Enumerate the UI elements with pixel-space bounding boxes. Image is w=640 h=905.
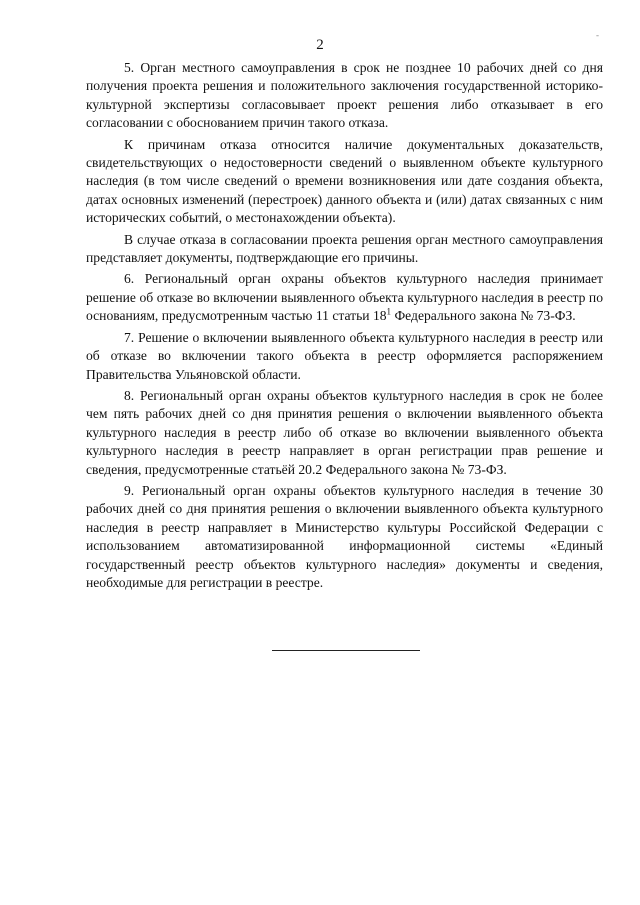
corner-mark: - — [596, 30, 599, 40]
paragraph-7: 7. Решение о включении выявленного объекта культурного наследия в реестр или об отказе во включении такого объекта в реестр оформляется распоряжением Правительства Ульяновской области. — [86, 329, 603, 382]
paragraph-refusal-reasons: К причинам отказа относится наличие документальных доказательств, свидетельствующих о недостоверности сведений о выявленном объекте культурного наследия (в том числе сведений о времени возникновения или дате создания объекта, датах основных изменений (перестроек) данного объекта и (или) датах связанных с ним исторических событий, о местонахождении объекта). — [86, 136, 603, 226]
paragraph-6-superscript: 1 — [386, 306, 392, 317]
paragraph-6-text-before: 6. Региональный орган охраны объектов культурного наследия принимает решение об отказе во включении выявленного объекта культурного наследия в реестр по основаниям, предусмотренным частью 11 статьи 18 — [86, 271, 603, 324]
paragraph-6-text-after: Федерального закона № 73-ФЗ. — [391, 308, 576, 324]
paragraph-6 — [86, 270, 603, 325]
paragraph-refusal-documents: В случае отказа в согласовании проекта решения орган местного самоуправления представляет документы, подтверждающие его причины. — [86, 231, 603, 266]
end-separator-line — [272, 650, 420, 651]
page-number: 2 — [316, 37, 324, 53]
paragraph-8: 8. Региональный орган охраны объектов культурного наследия в срок не более чем пять рабочих дней со дня принятия решения о включении выявленного объекта культурного наследия в реестр либо об отказе во включении выявленного объекта культурного наследия в реестр направляет в орган регистрации прав решение и сведения, предусмотренные статьёй 20.2 Федерального закона № 73-ФЗ. — [86, 387, 603, 477]
document-body — [86, 59, 603, 595]
paragraph-5: 5. Орган местного самоуправления в срок не позднее 10 рабочих дней со дня получения проекта решения и положительного заключения государственной историко-культурной экспертизы согласовывает проект решения либо отказывает в его согласовании с обоснованием причин такого отказа. — [86, 60, 603, 131]
paragraph-9: 9. Региональный орган охраны объектов культурного наследия в течение 30 рабочих дней со дня принятия решения о включении выявленного объекта культурного наследия в реестр направляет в Министерство культуры Российской Федерации с использованием автоматизированной информационной системы «Единый государственный реестр объектов культурного наследия» документы и сведения, необходимые для регистрации в реестре. — [86, 482, 603, 590]
